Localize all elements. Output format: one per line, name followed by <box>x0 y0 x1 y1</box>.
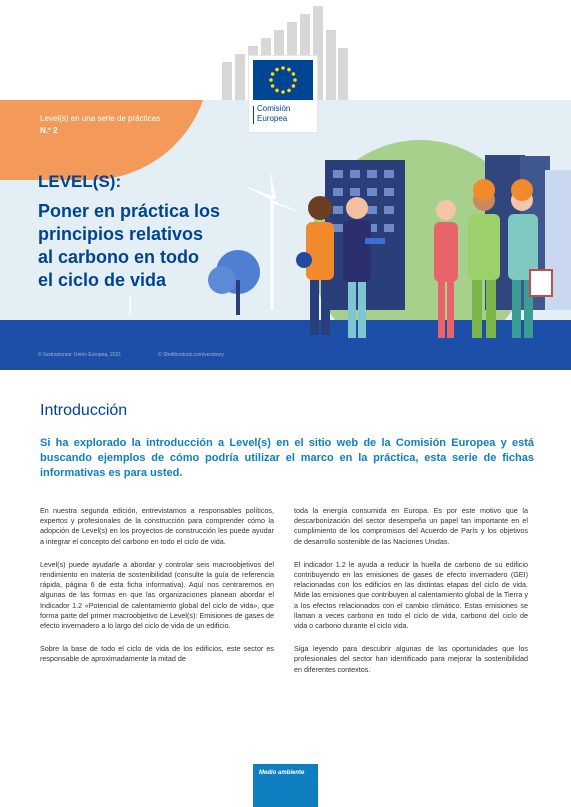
paragraph: Sobre la base de todo el ciclo de vida de los edificios, este sector es responsable de aproximadamente la mitad de <box>40 644 274 664</box>
hero-title-line: el ciclo de vida <box>38 270 167 290</box>
image-credit-left: © Ilustraciones: Unión Europea, 2021 <box>38 352 122 358</box>
paragraph: El indicador 1.2 le ayuda a reducir la huella de carbono de su edificio contribuyendo en las emisiones de gases de efecto invernadero (GEI) relacionadas con los edificios en las distintas etapas del ciclo de vida. Mide las emisiones que contribuyen al calentamiento global de la Tierra y a los efectos relacionados con el cambio climático. Estas emisiones se llaman a veces carbono en todo el ciclo de vida, carbono del ciclo de vida o carbono durante el ciclo vida. <box>294 559 528 631</box>
logo-line-2: Europea <box>257 114 288 123</box>
logo-text <box>257 104 290 124</box>
series-number: N.º 2 <box>40 126 58 135</box>
hero-banner <box>0 100 571 370</box>
text-column-left <box>40 506 274 678</box>
hero-title-line: al carbono en todo <box>38 247 200 267</box>
footer-topic-tab <box>253 764 318 807</box>
footer-topic-label: Medio ambiente <box>259 770 305 776</box>
paragraph: Siga leyendo para descubrir algunas de las oportunidades que los profesionales del sector han identificado para mejorar la sostenibilidad en diferentes contextos. <box>294 644 528 674</box>
hero-title-line: Poner en práctica los <box>38 201 221 221</box>
intro-lead-paragraph: Si ha explorado la introducción a Level(s) en el sitio web de la Comisión Europea y está buscando ejemplos de cómo podría utilizar el marco en la práctica, esta serie de fichas informativas es para usted. <box>40 437 534 479</box>
intro-heading: Introducción <box>40 402 128 419</box>
logo-divider <box>253 106 254 124</box>
paragraph: En nuestra segunda edición, entrevistamos a responsables políticos, expertos y profesionales de la construcción para comprender cómo la adopción de Level(s) en los proyectos de construcción les puede ayudar a integrar el concepto del carbono en todo el ciclo de vida. <box>40 506 274 546</box>
series-label: Level(s) en una serie de prácticas <box>40 114 161 123</box>
text-column-right <box>294 506 528 688</box>
paragraph: Level(s) puede ayudarle a abordar y controlar seis macroobjetivos del rendimiento en materia de sostenibilidad (consulte la guía de referencia rápida, página 6 de esta ficha informativa). Aquí nos centraremos en algunas de las formas en que las organizaciones planean abordar el Indicador 1.2 «Potencial de calentamiento global del ciclo de vida», que forma parte del primer macroobjetivo de Level(s): Emisiones de gases de efecto invernadero a lo largo del ciclo de vida de un edificio. <box>40 559 274 631</box>
hero-title-line: principios relativos <box>38 224 204 244</box>
european-commission-logo <box>249 56 317 132</box>
image-credit-right: © Sheltterstock.com/vecteezy <box>158 352 224 358</box>
eu-flag-icon <box>253 60 313 100</box>
logo-line-1: Comisión <box>257 104 291 113</box>
paragraph: toda la energía consumida en Europa. Es por este motivo que la descarbonización del sector desempeña un papel tan importante en el cumplimiento de los compromisos del Acuerdo de París y los objetivos de desarrollo sostenible de las Naciones Unidas. <box>294 506 528 546</box>
hero-title <box>38 172 278 292</box>
hero-title-small: LEVEL(S): <box>38 172 122 191</box>
